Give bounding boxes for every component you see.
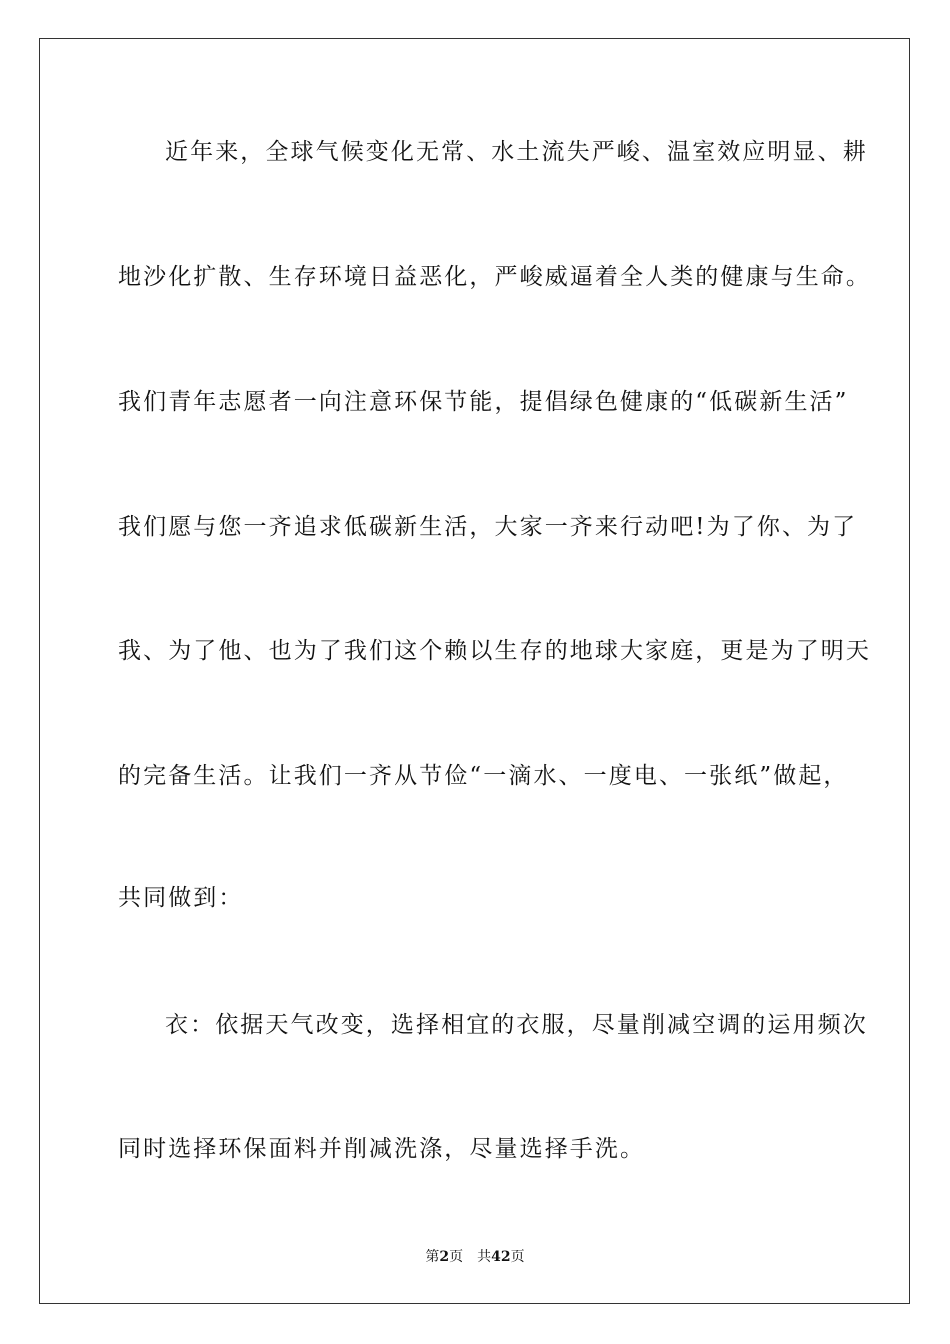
paragraph-1-line-1: 近年来，全球气候变化无常、水土流失严峻、温室效应明显、耕 <box>165 139 868 165</box>
paragraph-2-line-2: 同时选择环保面料并削减洗涤，尽量选择手洗。 <box>118 1136 646 1162</box>
paragraph-1-line-5: 我、为了他、也为了我们这个赖以生存的地球大家庭，更是为了明天 <box>118 638 871 664</box>
paragraph-2-line-1: 衣：依据天气改变，选择相宜的衣服，尽量削减空调的运用频次 <box>165 1012 868 1038</box>
paragraph-1-line-7: 共同做到： <box>118 885 244 911</box>
page-footer <box>0 1248 950 1266</box>
page-current-number: 2 <box>439 1249 450 1265</box>
page-suffix: 页 <box>449 1249 464 1265</box>
paragraph-1-line-4: 我们愿与您一齐追求低碳新生活，大家一齐来行动吧!为了你、为了 <box>118 514 858 540</box>
paragraph-1-line-3: 我们青年志愿者一向注意环保节能，提倡绿色健康的“低碳新生活” <box>118 389 849 415</box>
page-total-number: 42 <box>491 1249 511 1265</box>
paragraph-1-line-6: 的完备生活。让我们一齐从节俭“一滴水、一度电、一张纸”做起， <box>118 763 849 789</box>
page-border <box>39 38 910 1304</box>
paragraph-1-line-2: 地沙化扩散、生存环境日益恶化，严峻威逼着全人类的健康与生命。 <box>118 264 871 290</box>
total-prefix: 共 <box>477 1249 492 1265</box>
total-suffix: 页 <box>510 1249 525 1265</box>
page-prefix: 第 <box>425 1249 440 1265</box>
